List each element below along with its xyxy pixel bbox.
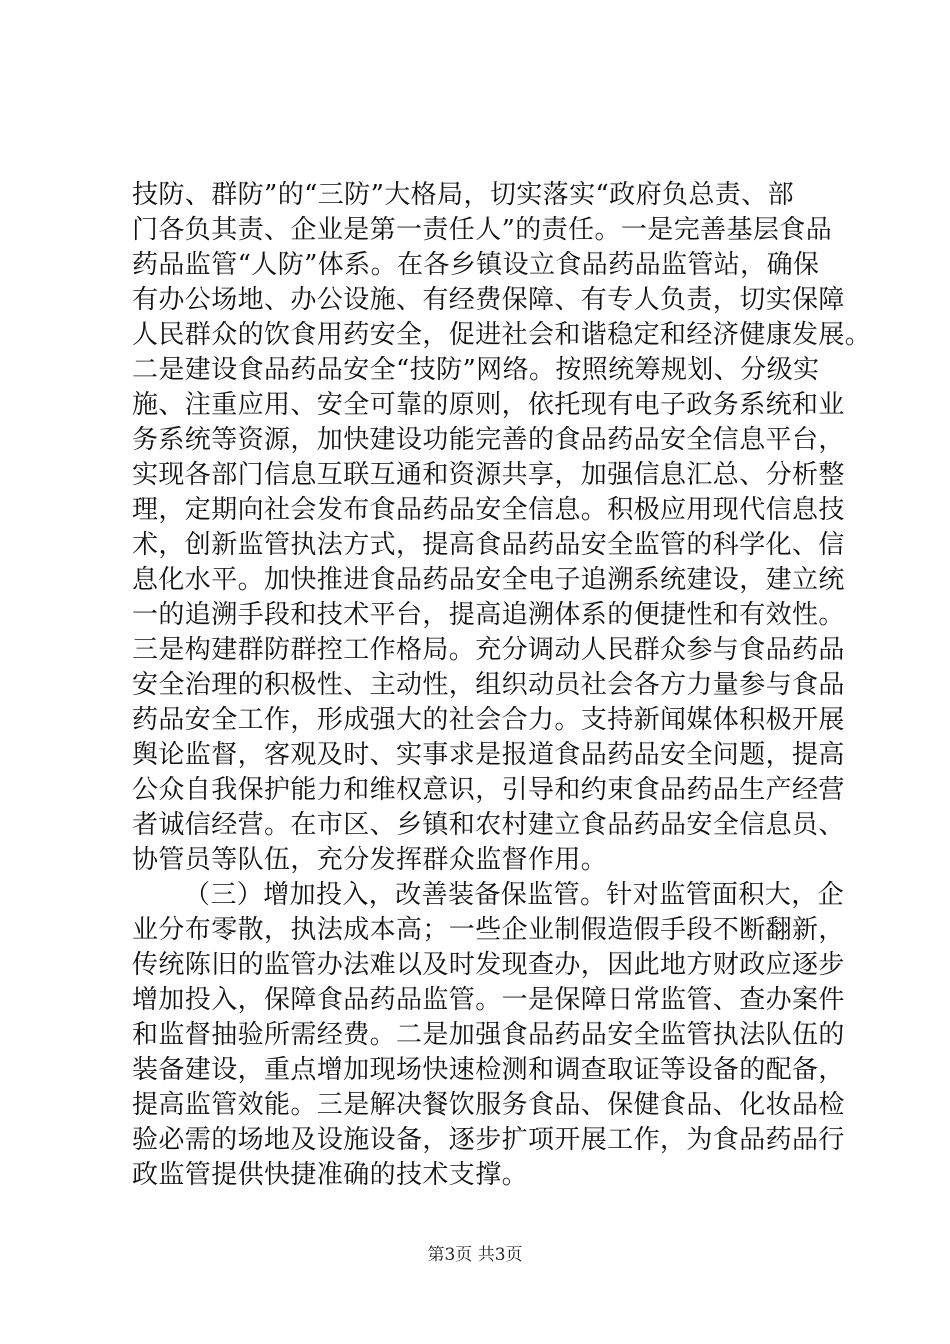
text-line: 人民群众的饮食用药安全，促进社会和谐稳定和经济健康发展。 (132, 320, 872, 350)
text-line: 安全治理的积极性、主动性，组织动员社会各方力量参与食品 (132, 670, 845, 700)
text-line: 者诚信经营。在市区、乡镇和农村建立食品药品安全信息员、 (132, 810, 845, 840)
text-line: 公众自我保护能力和维权意识，引导和约束食品药品生产经营 (132, 775, 845, 805)
text-line: 协管员等队伍，充分发挥群众监督作用。 (132, 845, 608, 875)
text-line: 药品安全工作，形成强大的社会合力。支持新闻媒体积极开展 (132, 705, 845, 735)
text-line: 技防、群防”的“三防”大格局，切实落实“政府负总责、部 (132, 180, 794, 210)
body-text (132, 178, 872, 1193)
text-line: 理，定期向社会发布食品药品安全信息。积极应用现代信息技 (132, 495, 845, 525)
text-line: 三是构建群防群控工作格局。充分调动人民群众参与食品药品 (132, 635, 845, 665)
text-line: 二是建设食品药品安全“技防”网络。按照统筹规划、分级实 (132, 355, 820, 385)
text-line: 门各负其责、企业是第一责任人”的责任。一是完善基层食品 (132, 215, 833, 245)
text-line: 政监管提供快捷准确的技术支撑。 (132, 1160, 529, 1190)
section-heading-line: （三）增加投入，改善装备保监管。针对监管面积大，企 (184, 880, 845, 910)
text-line: 术，创新监管执法方式，提高食品药品安全监管的科学化、信 (132, 530, 845, 560)
text-line: 和监督抽验所需经费。二是加强食品药品安全监管执法队伍的 (132, 1020, 845, 1050)
text-line: 务系统等资源，加快建设功能完善的食品药品安全信息平台， (132, 425, 845, 455)
text-line: 有办公场地、办公设施、有经费保障、有专人负责，切实保障 (132, 285, 845, 315)
page-number-footer: 第3页 共3页 (427, 1245, 523, 1265)
text-line: 验必需的场地及设施设备，逐步扩项开展工作，为食品药品行 (132, 1125, 845, 1155)
text-line: 施、注重应用、安全可靠的原则，依托现有电子政务系统和业 (132, 390, 845, 420)
text-line: 增加投入，保障食品药品监管。一是保障日常监管、查办案件 (132, 985, 845, 1015)
text-line: 药品监管“人防”体系。在各乡镇设立食品药品监管站，确保 (132, 250, 820, 280)
text-line: 实现各部门信息互联互通和资源共享，加强信息汇总、分析整 (132, 460, 845, 490)
text-line: 一的追溯手段和技术平台，提高追溯体系的便捷性和有效性。 (132, 600, 845, 630)
text-line: 传统陈旧的监管办法难以及时发现查办，因此地方财政应逐步 (132, 950, 845, 980)
text-line: 舆论监督，客观及时、实事求是报道食品药品安全问题，提高 (132, 740, 845, 770)
text-line: 息化水平。加快推进食品药品安全电子追溯系统建设，建立统 (132, 565, 845, 595)
text-line: 装备建设，重点增加现场快速检测和调查取证等设备的配备， (132, 1055, 845, 1085)
text-line: 提高监管效能。三是解决餐饮服务食品、保健食品、化妆品检 (132, 1090, 845, 1120)
text-line: 业分布零散，执法成本高；一些企业制假造假手段不断翻新， (132, 915, 845, 945)
